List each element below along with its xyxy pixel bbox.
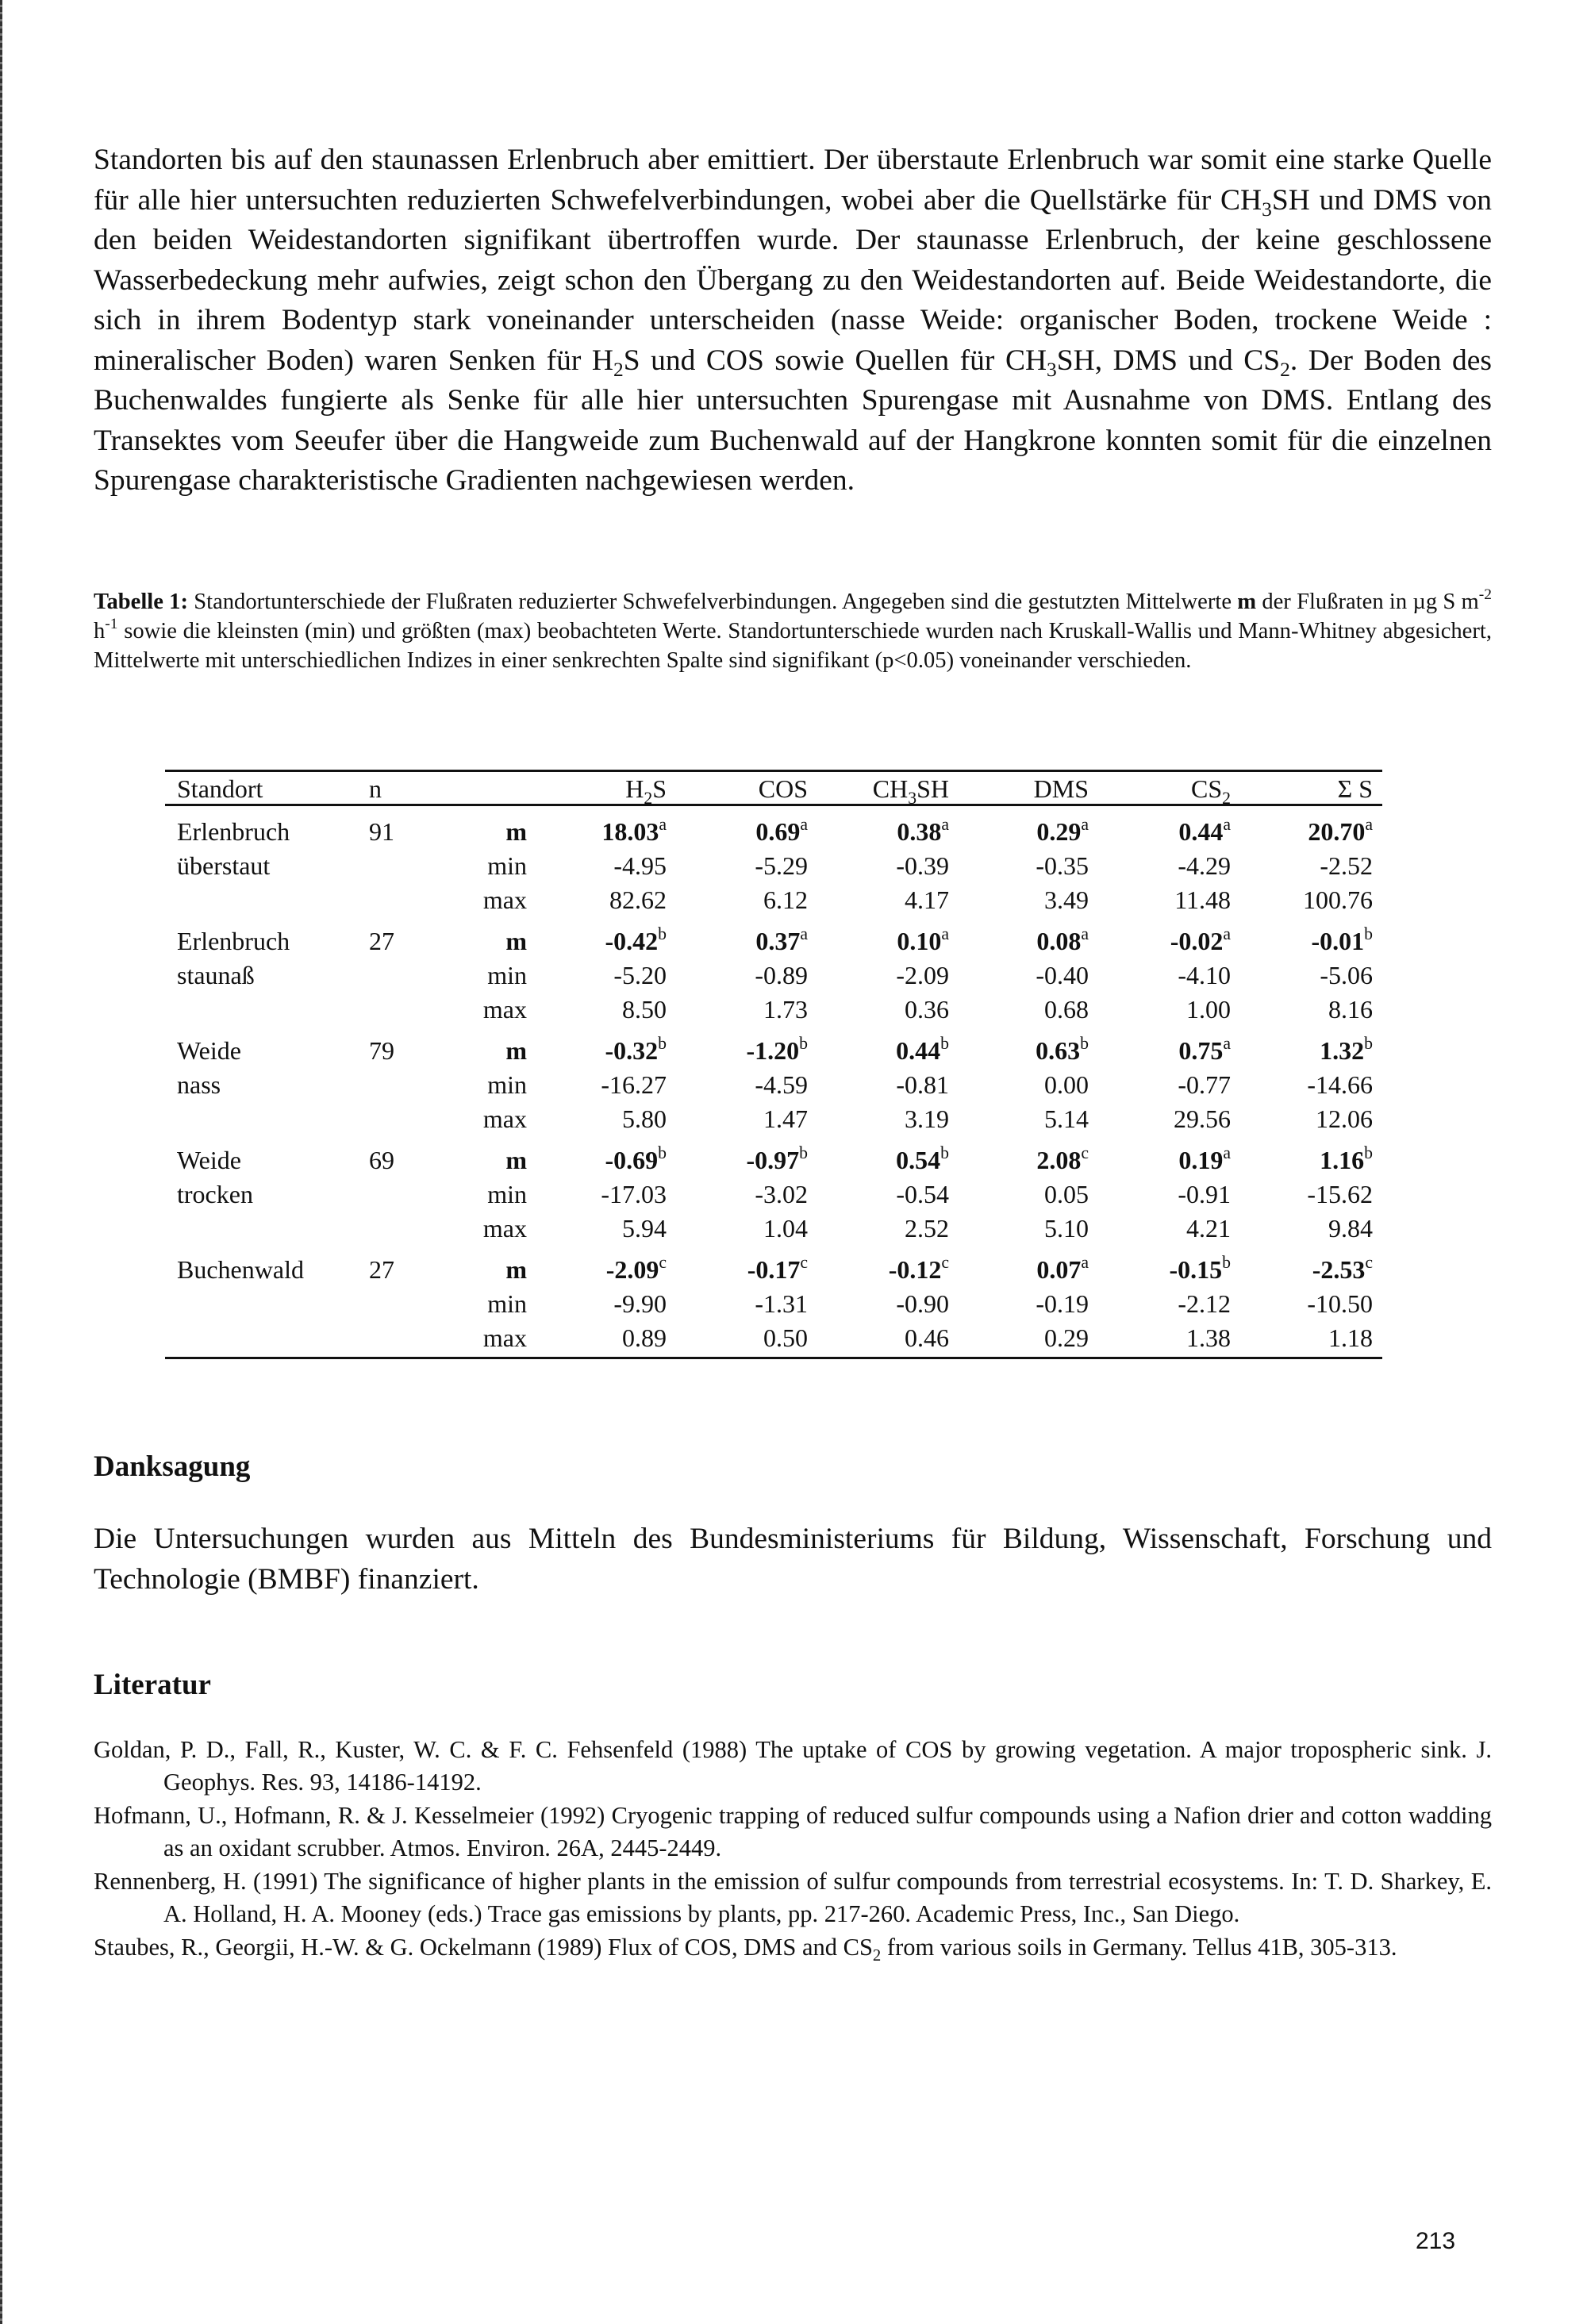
- table-cell-value: -0.39: [896, 851, 949, 880]
- table-cell-value: -0.40: [1036, 961, 1089, 989]
- stat-label: min: [487, 1289, 527, 1318]
- table-cell-value: 0.44$^b$: [896, 1033, 949, 1065]
- header-ch3sh: $CH_3SH$: [872, 774, 949, 808]
- table-cell-value: 6.12: [763, 885, 808, 914]
- table-cell-value: 0.37$^a$: [755, 924, 808, 955]
- table-cell-value: 0.50: [763, 1323, 808, 1352]
- header-dms: DMS: [1033, 774, 1089, 803]
- significance-index: a: [1223, 814, 1231, 834]
- stat-label: max: [482, 1104, 527, 1133]
- table-cell-value: -14.66: [1307, 1070, 1373, 1099]
- site-name-line2: nass: [177, 1070, 221, 1099]
- significance-index: b: [940, 1143, 949, 1162]
- stat-label: m: [505, 1255, 527, 1284]
- significance-index: b: [1222, 1252, 1231, 1272]
- table-cell-value: -1.20$^b$: [746, 1033, 808, 1065]
- reference-list: [94, 1734, 1492, 1965]
- significance-index: a: [1223, 1033, 1231, 1053]
- header-cs2: $CS_2$: [1190, 774, 1231, 808]
- table-cell-value: 8.16: [1328, 995, 1373, 1024]
- stat-label: m: [505, 1146, 527, 1174]
- table-cell-value: 0.10$^a$: [897, 924, 949, 955]
- table-cell-value: -0.12$^c$: [888, 1252, 949, 1284]
- site-name: Erlenbruch: [177, 817, 290, 846]
- table-cell-value: 5.80: [622, 1104, 667, 1133]
- table-cell-value: -0.91: [1178, 1180, 1231, 1208]
- table-cell-value: 0.68: [1044, 995, 1089, 1024]
- table-cell-value: -2.12: [1178, 1289, 1231, 1318]
- site-name: Weide: [177, 1036, 241, 1065]
- significance-index: b: [1364, 1143, 1373, 1162]
- table-cell-value: 20.70$^a$: [1308, 814, 1373, 846]
- table-cell-value: -2.09$^c$: [605, 1252, 667, 1284]
- header-h2s: $H_2S$: [625, 774, 667, 808]
- table-cell-value: 3.49: [1044, 885, 1089, 914]
- significance-index: c: [800, 1252, 808, 1272]
- site-name-line2: überstaut: [177, 851, 271, 880]
- table-cell-value: 0.38$^a$: [897, 814, 949, 846]
- table-cell-value: -2.52: [1320, 851, 1373, 880]
- table-cell-value: 5.10: [1044, 1214, 1089, 1243]
- table-cell-value: 100.76: [1303, 885, 1373, 914]
- site-name-line2: staunaß: [177, 961, 255, 989]
- table-cell-value: -4.29: [1178, 851, 1231, 880]
- stat-label: max: [482, 995, 527, 1024]
- table-cell-value: 1.18: [1328, 1323, 1373, 1352]
- table-cell-value: 0.63$^b$: [1036, 1033, 1089, 1065]
- table-cell-value: 0.54$^b$: [896, 1143, 949, 1174]
- table-cell-value: -4.95: [613, 851, 667, 880]
- stat-label: m: [505, 1036, 527, 1065]
- significance-index: c: [941, 1252, 949, 1272]
- table-cell-value: 0.08$^a$: [1036, 924, 1089, 955]
- table-cell-value: 1.32$^b$: [1320, 1033, 1373, 1065]
- table-cell-value: -0.19: [1036, 1289, 1089, 1318]
- table-cell-value: 3.19: [905, 1104, 949, 1133]
- body-paragraph: [94, 140, 1492, 501]
- table-cell-value: -10.50: [1307, 1289, 1373, 1318]
- table-cell-value: 18.03$^a$: [601, 814, 667, 846]
- table-cell-value: 2.52: [905, 1214, 949, 1243]
- stat-label: m: [505, 817, 527, 846]
- significance-index: b: [1364, 1033, 1373, 1053]
- table-cell-value: -9.90: [613, 1289, 667, 1318]
- header-n: n: [369, 774, 382, 803]
- table-cell-value: 0.89: [622, 1323, 667, 1352]
- table-cell-value: -3.02: [755, 1180, 808, 1208]
- significance-index: b: [1080, 1033, 1089, 1053]
- reference-item: Hofmann, U., Hofmann, R. & J. Kesselmeier (1992) Cryogenic trapping of reduced sulfur compounds using a Nafion drier and cotton wadding as an oxidant scrubber. Atmos. Environ. 26A, 2445-2449.: [94, 1802, 1492, 1861]
- table-cell-value: 0.44$^a$: [1178, 814, 1231, 846]
- significance-index: a: [1081, 814, 1089, 834]
- table-cell-value: -0.35: [1036, 851, 1089, 880]
- paragraph-text: Standorten bis auf den staunassen Erlenbruch aber emittiert. Der überstaute Erlenbruch war somit eine starke Quelle für alle hier untersuchten reduzierten Schwefelverbindungen, wobei aber die Quellstärke für $CH_3SH$ und DMS von den beiden Weidestandorten signifikant übertroffen wurde. Der staunasse Erlenbruch, der keine geschlossene Wasserbedeckung mehr aufwies, zeigt schon den Übergang zu den Weidestandorten auf. Beide Weidestandorte, die sich in ihrem Bodentyp stark voneinander unterscheiden (nasse Weide: organischer Boden, trockene Weide : mineralischer Boden) waren Senken für $H_2S$ und COS sowie Quellen für $CH_3SH$, DMS und $CS_2$. Der Boden des Buchenwaldes fungierte als Senke für alle hier untersuchten Spurengase mit Ausnahme von DMS. Entlang des Transektes vom Seeufer über die Hangweide zum Buchenwald auf der Hangkrone konnten somit für die einzelnen Spurengase charakteristische Gradienten nachgewiesen werden.: [94, 144, 1492, 497]
- table-cell-value: 1.16$^b$: [1320, 1143, 1373, 1174]
- header-standort: Standort: [177, 774, 263, 803]
- significance-index: a: [659, 814, 667, 834]
- table-cell-value: -2.09: [896, 961, 949, 989]
- table-cell-value: -5.06: [1320, 961, 1373, 989]
- table-cell-value: 0.29: [1044, 1323, 1089, 1352]
- table-cell-value: 0.36: [905, 995, 949, 1024]
- table-cell-value: 0.07$^a$: [1036, 1252, 1089, 1284]
- stat-label: min: [487, 851, 527, 880]
- table-cell-value: -0.89: [755, 961, 808, 989]
- table-cell-value: 82.62: [609, 885, 667, 914]
- table-cell-value: 4.17: [905, 885, 949, 914]
- table-cell-value: -0.32$^b$: [605, 1033, 667, 1065]
- stat-label: m: [505, 927, 527, 955]
- sample-count: 79: [369, 1036, 394, 1065]
- significance-index: a: [941, 924, 949, 943]
- table-cell-value: -0.17$^c$: [747, 1252, 808, 1284]
- page-number: 213: [1416, 2228, 1456, 2254]
- stat-label: min: [487, 1180, 527, 1208]
- header-sum-s: Σ S: [1337, 774, 1373, 803]
- table-cell-value: 4.21: [1186, 1214, 1231, 1243]
- significance-index: b: [799, 1143, 808, 1162]
- significance-index: a: [800, 924, 808, 943]
- table-cell-value: -5.20: [613, 961, 667, 989]
- table-cell-value: 11.48: [1174, 885, 1231, 914]
- sample-count: 27: [369, 1255, 394, 1284]
- reference-item: Goldan, P. D., Fall, R., Kuster, W. C. & F. C. Fehsenfeld (1988) The uptake of COS by growing vegetation. A major tropospheric sink. J. Geophys. Res. 93, 14186-14192.: [94, 1736, 1492, 1796]
- table-cell-value: -17.03: [601, 1180, 667, 1208]
- table-cell-value: 1.47: [763, 1104, 808, 1133]
- significance-index: a: [1223, 924, 1231, 943]
- significance-index: a: [1365, 814, 1373, 834]
- site-name: Erlenbruch: [177, 927, 290, 955]
- significance-index: b: [658, 1143, 667, 1162]
- reference-item: Rennenberg, H. (1991) The significance of higher plants in the emission of sulfur compounds from terrestrial ecosystems. In: T. D. Sharkey, E. A. Holland, H. A. Mooney (eds.) Trace gas emissions by plants, pp. 217-260. Academic Press, Inc., San Diego.: [94, 1868, 1492, 1927]
- significance-index: b: [1364, 924, 1373, 943]
- significance-index: b: [940, 1033, 949, 1053]
- table-cell-value: -4.10: [1178, 961, 1231, 989]
- site-name: Buchenwald: [177, 1255, 304, 1284]
- table-cell-value: -0.97$^b$: [746, 1143, 808, 1174]
- table-cell-value: -5.29: [755, 851, 808, 880]
- table-cell-value: 9.84: [1328, 1214, 1373, 1243]
- table-cell-value: 0.29$^a$: [1036, 814, 1089, 846]
- table-caption: Tabelle 1: Standortunterschiede der Flußraten reduzierter Schwefelverbindungen. Angegeben sind die gestutzten Mittelwerte m der Flußraten in µg S $m^{-2}$ $h^{-1}$ sowie die kleinsten (min) und größten (max) beobachteten Werte. Standortunterschiede wurden nach Kruskall-Wallis und Mann-Whitney abgesichert, Mittelwerte mit unterschiedlichen Indizes in einer senkrechten Spalte sind signifikant (p<0.05) voneinander verschieden.: [94, 586, 1492, 673]
- table-cell-value: -16.27: [601, 1070, 667, 1099]
- significance-index: b: [658, 924, 667, 943]
- table-cell-value: 0.75$^a$: [1178, 1033, 1231, 1065]
- table-cell-value: 8.50: [622, 995, 667, 1024]
- scan-page-edge: [0, 0, 2, 2324]
- table-top-rule: [165, 770, 1382, 772]
- table-cell-value: -1.31: [755, 1289, 808, 1318]
- stat-label: min: [487, 1070, 527, 1099]
- significance-index: b: [799, 1033, 808, 1053]
- stat-label: max: [482, 885, 527, 914]
- table-cell-value: -15.62: [1307, 1180, 1373, 1208]
- stat-label: max: [482, 1214, 527, 1243]
- header-cos: COS: [758, 774, 808, 803]
- significance-index: c: [1365, 1252, 1373, 1272]
- sample-count: 69: [369, 1146, 394, 1174]
- table-cell-value: 1.38: [1186, 1323, 1231, 1352]
- table-cell-value: 1.00: [1186, 995, 1231, 1024]
- significance-index: b: [658, 1033, 667, 1053]
- table-bottom-rule: [165, 1357, 1382, 1359]
- significance-index: c: [659, 1252, 667, 1272]
- table-cell-value: 5.14: [1044, 1104, 1089, 1133]
- significance-index: a: [1081, 1252, 1089, 1272]
- stat-label: max: [482, 1323, 527, 1352]
- sample-count: 91: [369, 817, 394, 846]
- table-cell-value: -0.90: [896, 1289, 949, 1318]
- table-cell-value: 29.56: [1174, 1104, 1231, 1133]
- table-cell-value: -0.02$^a$: [1170, 924, 1231, 955]
- table-cell-value: -0.42$^b$: [605, 924, 667, 955]
- significance-index: a: [1081, 924, 1089, 943]
- table-cell-value: -0.77: [1178, 1070, 1231, 1099]
- significance-index: a: [1223, 1143, 1231, 1162]
- significance-index: a: [800, 814, 808, 834]
- reference-item: Staubes, R., Georgii, H.-W. & G. Ockelmann (1989) Flux of COS, DMS and $CS_2$ from various soils in Germany. Tellus 41B, 305-313.: [94, 1934, 1397, 1965]
- table-cell-value: 0.05: [1044, 1180, 1089, 1208]
- table-caption-label: Tabelle 1:: [94, 590, 188, 614]
- table-cell-value: 5.94: [622, 1214, 667, 1243]
- sample-count: 27: [369, 927, 394, 955]
- literature-heading: Literatur: [94, 1669, 211, 1701]
- table-cell-value: -0.69$^b$: [605, 1143, 667, 1174]
- table-cell-value: -0.15$^b$: [1169, 1252, 1231, 1284]
- table-cell-value: -4.59: [755, 1070, 808, 1099]
- table-cell-value: -2.53$^c$: [1312, 1252, 1373, 1284]
- table-cell-value: -0.81: [896, 1070, 949, 1099]
- table-cell-value: 2.08$^c$: [1036, 1143, 1089, 1174]
- table-cell-value: 1.04: [763, 1214, 808, 1243]
- significance-index: c: [1081, 1143, 1089, 1162]
- table-cell-value: 12.06: [1316, 1104, 1373, 1133]
- table-cell-value: 0.19$^a$: [1178, 1143, 1231, 1174]
- stat-label: min: [487, 961, 527, 989]
- acknowledgement-text: Die Untersuchungen wurden aus Mitteln des Bundesministeriums für Bildung, Wissenschaft, Forschung und Technologie (BMBF) finanziert.: [94, 1523, 1492, 1596]
- table-cell-value: 0.00: [1044, 1070, 1089, 1099]
- acknowledgement-heading: Danksagung: [94, 1450, 251, 1483]
- site-name: Weide: [177, 1146, 241, 1174]
- site-name-line2: trocken: [177, 1180, 253, 1208]
- table-cell-value: 1.73: [763, 995, 808, 1024]
- significance-index: a: [941, 814, 949, 834]
- table-cell-value: 0.46: [905, 1323, 949, 1352]
- table-cell-value: -0.54: [896, 1180, 949, 1208]
- table-cell-value: 0.69$^a$: [755, 814, 808, 846]
- table-cell-value: -0.01$^b$: [1311, 924, 1373, 955]
